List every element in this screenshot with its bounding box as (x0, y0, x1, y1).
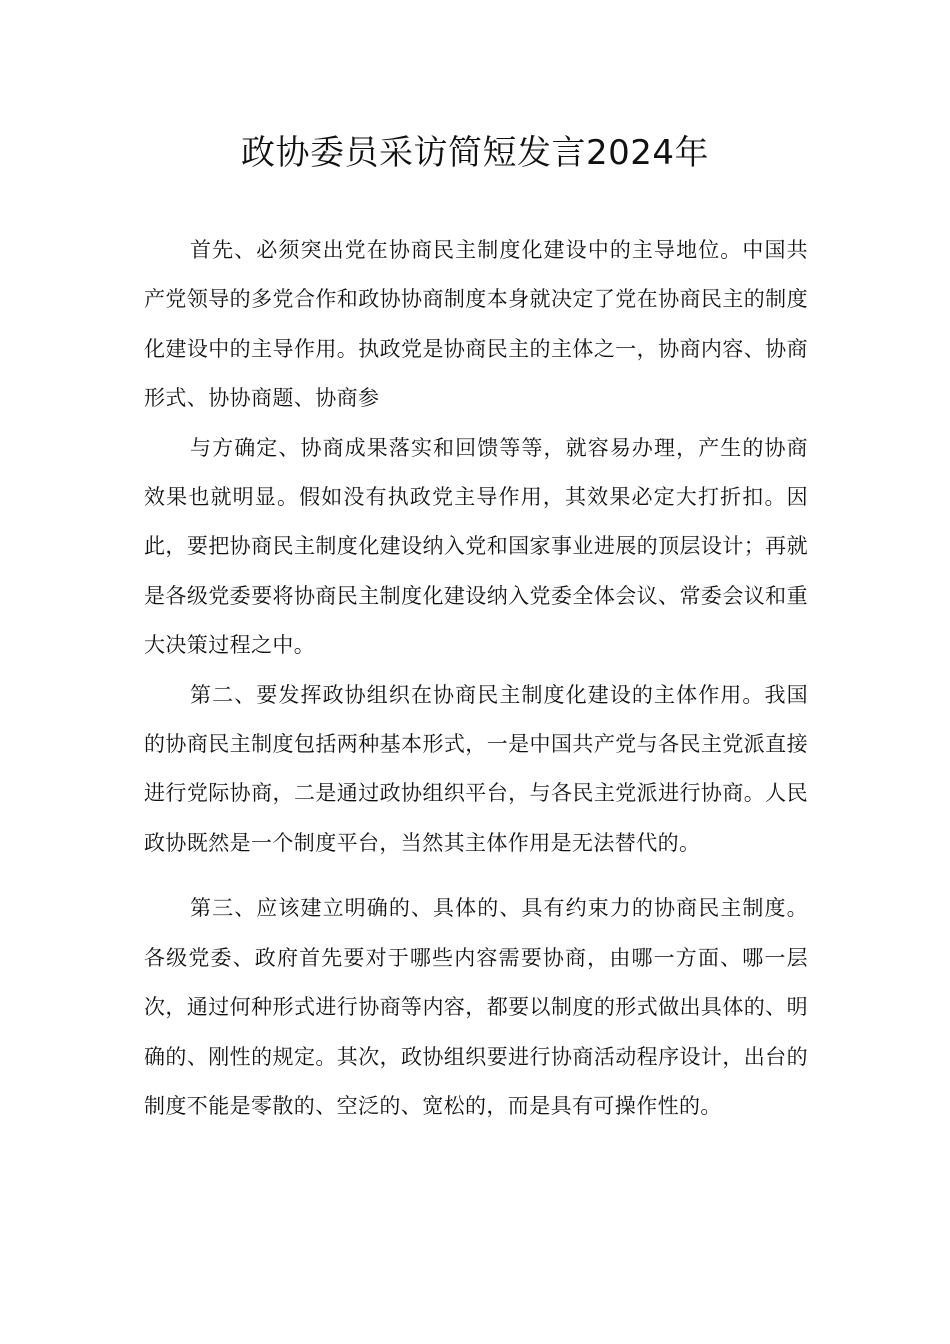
paragraph-2: 与方确定、协商成果落实和回馈等等，就容易办理，产生的协商效果也就明显。假如没有执政党主导作用，其效果必定大打折扣。因此，要把协商民主制度化建设纳入党和国家事业进展的顶层设计；再就是各级党委要将协商民主制度化建设纳入党委全体会议、常委会议和重大决策过程之中。 (144, 435, 808, 658)
document-title: 政协委员采访简短发言2024年 (240, 133, 710, 173)
document-body (144, 226, 808, 1131)
paragraph-4: 第三、应该建立明确的、具体的、具有约束力的协商民主制度。各级党委、政府首先要对于哪些内容需要协商，由哪一方面、哪一层次，通过何种形式进行协商等内容，都要以制度的形式做出具体的、明确的、刚性的规定。其次，政协组织要进行协商活动程序设计，出台的制度不能是零散的、空泛的、宽松的，而是具有可操作性的。 (144, 896, 808, 1118)
paragraph-3: 第二、要发挥政协组织在协商民主制度化建设的主体作用。我国的协商民主制度包括两种基本形式，一是中国共产党与各民主党派直接进行党际协商，二是通过政协组织平台，与各民主党派进行协商。人民政协既然是一个制度平台，当然其主体作用是无法替代的。 (144, 682, 808, 855)
paragraph-1: 首先、必须突出党在协商民主制度化建设中的主导地位。中国共产党领导的多党合作和政协协商制度本身就决定了党在协商民主的制度化建设中的主导作用。执政党是协商民主的主体之一，协商内容、协商形式、协协商题、协商参 (144, 238, 808, 411)
